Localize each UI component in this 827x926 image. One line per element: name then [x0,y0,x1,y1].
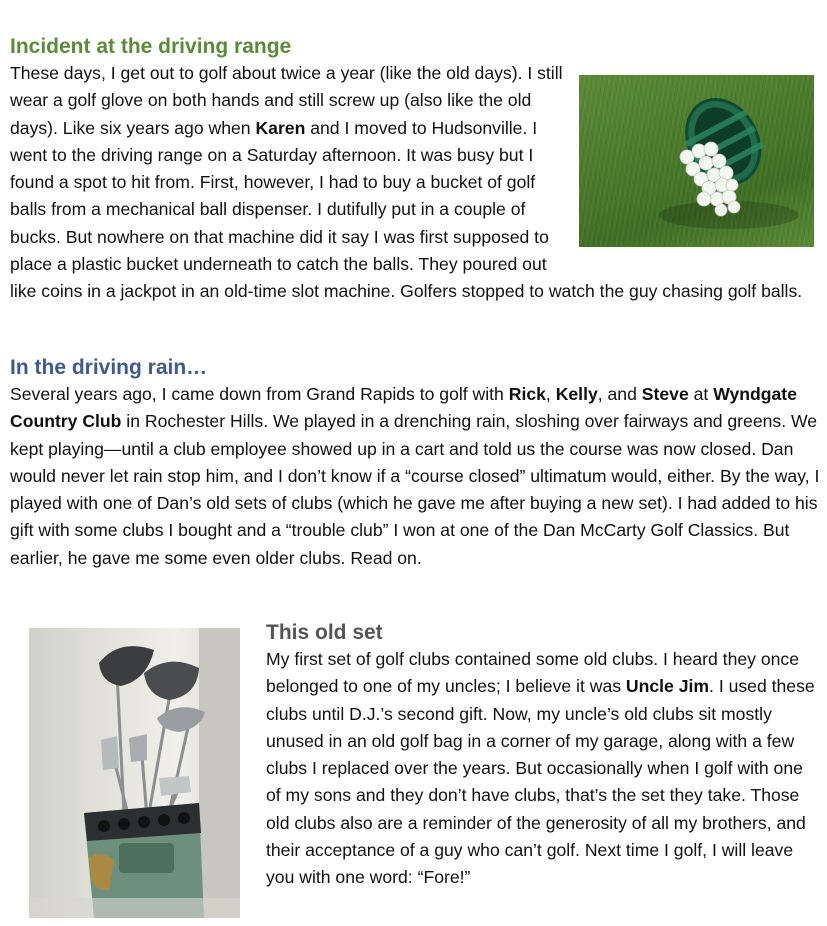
section-driving-range [10,34,822,306]
section-driving-rain [10,355,822,572]
paragraph-driving-range: These days, I get out to golf about twice a year (like the old days). I still wear a golf glove on both hands and still screw up (also like the old days). Like six years ago when Karen and I moved to Hudsonville. I went to the driving range on a Saturday afternoon. It was busy but I found a spot to hit from. First, however, I had to buy a bucket of golf balls from a mechanical ball dispenser. I dutifully put in a couple of bucks. But nowhere on that machine did it say I was first supposed to place a plastic bucket underneath to catch the balls. They poured out like coins in a jackpot in an old-time slot machine. Golfers stopped to watch the guy chasing golf balls. [10,63,803,302]
heading-driving-rain: In the driving rain… [10,356,208,379]
name-uncle-jim: Uncle Jim [625,676,710,697]
name-steve: Steve [641,384,689,404]
name-rick: Rick [508,384,546,404]
heading-driving-range: Incident at the driving range [10,35,292,58]
name-kelly: Kelly [555,384,598,404]
paragraph-old-set: My first set of golf clubs contained some old clubs. I heard they once belonged to one of my uncles; I believe it was Uncle Jim. I used these clubs until D.J.’s second gift. Now, my uncle’s old clubs sit mostly unused in an old golf bag in a corner of my garage, along with a few clubs I replaced over the years. But occasionally when I golf with one of my sons and they don’t have clubs, that’s the set they take. Those old clubs also are a reminder of the generosity of all my brothers, and their acceptance of a guy who can’t golf. Next time I golf, I will leave you with one word: “Fore!” [266,649,815,888]
paragraph-driving-rain: Several years ago, I came down from Grand Rapids to golf with Rick, Kelly, and Steve at Wyndgate Country Club in Rochester Hills. We played in a drenching rain, sloshing over fairways and greens. We kept playing—until a club employee showed up in a cart and told us the course was now closed. Dan would never let rain stop him, and I don’t know if a “course closed” ultimatum would, either. By the way, I played with one of Dan’s old sets of clubs (which he gave me after buying a new set). I had added to his gift with some clubs I bought and a “trouble club” I won at one of the Dan McCarty Golf Classics. But earlier, he gave me some even older clubs. Read on. [10,384,820,568]
golf-ball-bucket-photo [579,75,814,247]
heading-old-set: This old set [266,621,383,644]
golf-clubs-bag-photo [29,628,240,918]
name-karen: Karen [255,117,306,138]
name-wyndgate: Wyndgate Country Club [10,384,797,432]
section-old-set [266,620,822,892]
